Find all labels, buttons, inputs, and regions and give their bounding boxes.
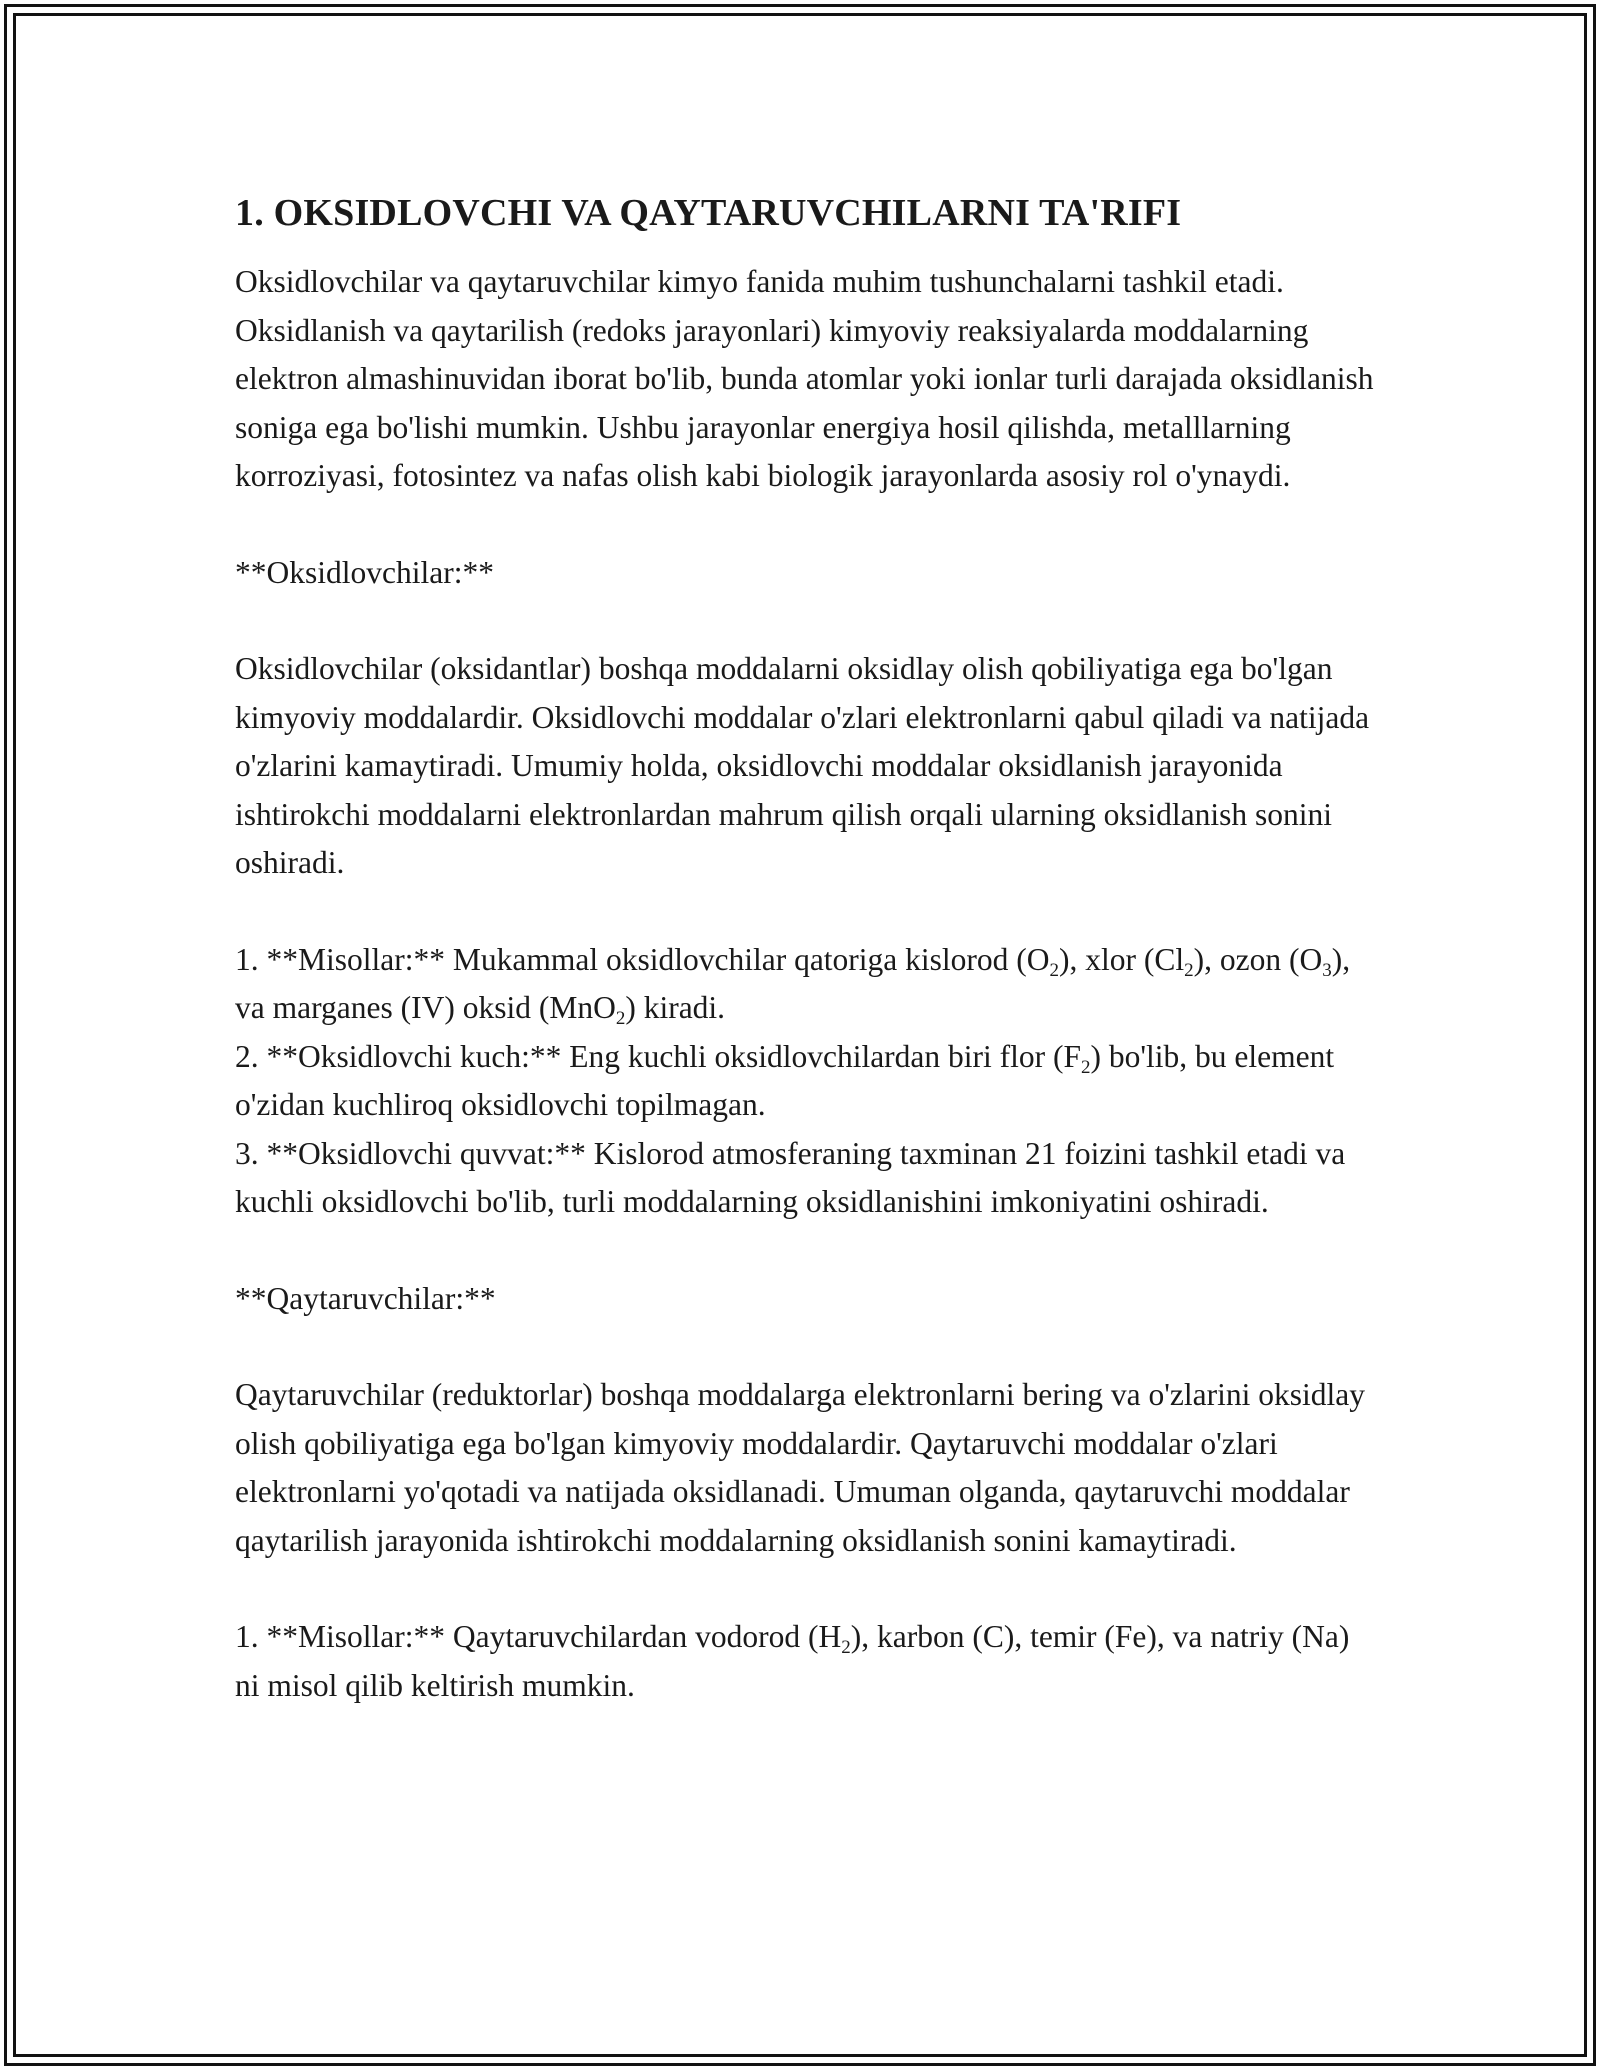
- subscript: 2: [1081, 1056, 1091, 1078]
- list-item: 3. **Oksidlovchi quvvat:** Kislorod atmosferaning taxminan 21 foizini tashkil etadi va kuchli oksidlovchi bo'lib, turli moddalarning oksidlanishini imkoniyatini oshiradi.: [235, 1135, 1346, 1219]
- subscript: 2: [1184, 959, 1194, 981]
- intro-paragraph: Oksidlovchilar va qaytaruvchilar kimyo fanida muhim tushunchalarni tashkil etadi. Oksidlanish va qaytarilish (redoks jarayonlari) kimyoviy reaksiyalarda moddalarning elektron almashinuvidan iborat bo'lib, bunda atomlar yoki ionlar turli darajada oksidlanish soniga ega bo'lishi mumkin. Ushbu jarayonlar energiya hosil qilishda, metalllarning korroziyasi, fotosintez va nafas olish kabi biologik jarayonlarda asosiy rol o'ynaydi.: [235, 264, 1374, 493]
- item-text: 1. **Misollar:** Qaytaruvchilardan vodorod (H: [235, 1619, 842, 1654]
- item-text: ) bo'lib, bu element o'zidan kuchliroq oksidlovchi topilmagan.: [235, 1038, 1335, 1122]
- reducers-heading: **Qaytaruvchilar:**: [235, 1280, 496, 1316]
- document-body: [235, 188, 1375, 1710]
- item-text: ), ozon (O: [1193, 941, 1323, 977]
- item-text: ), xlor (Cl: [1059, 941, 1185, 977]
- item-text: 2. **Oksidlovchi kuch:** Eng kuchli oksidlovchilardan biri flor (F: [235, 1038, 1082, 1074]
- list-item: [235, 1033, 1375, 1130]
- subscript: 2: [1049, 959, 1060, 981]
- item-text: ), karbon (C), temir (Fe), va natriy (Na) ni misol qilib keltirish mumkin.: [235, 1619, 1350, 1703]
- oxidizers-paragraph: Oksidlovchilar (oksidantlar) boshqa moddalarni oksidlay olish qobiliyatiga ega bo'lgan kimyoviy moddalardir. Oksidlovchi moddalar o'zlari elektronlarni qabul qiladi va natijada o'zlarini kamaytiradi. Umumiy holda, oksidlovchi moddalar oksidlanish jarayonida ishtirokchi moddalarni elektronlardan mahrum qilish orqali ularning oksidlanish sonini oshiradi.: [235, 651, 1370, 880]
- item-text: 1. **Misollar:** Mukammal oksidlovchilar qatoriga kislorod (O: [235, 941, 1050, 977]
- item-text: ), va marganes (IV) oksid (MnO: [235, 941, 1351, 1025]
- list-item: [235, 1613, 1375, 1710]
- list-item: [235, 936, 1375, 1033]
- subscript: 3: [1322, 959, 1332, 981]
- reducers-paragraph: Qaytaruvchilar (reduktorlar) boshqa moddalarga elektronlarni bering va o'zlarini oksidlay olish qobiliyatiga ega bo'lgan kimyoviy moddalardir. Qaytaruvchi moddalar o'zlari elektronlarni yo'qotadi va natijada oksidlanadi. Umuman olganda, qaytaruvchi moddalar qaytarilish jarayonida ishtirokchi moddalarning oksidlanish sonini kamaytiradi.: [235, 1377, 1365, 1558]
- document-title: 1. OKSIDLOVCHI VA QAYTARUVCHILARNI TA'RIFI: [235, 192, 1182, 234]
- reducers-list: [235, 1613, 1375, 1710]
- oxidizers-list: [235, 936, 1375, 1227]
- subscript: 2: [841, 1637, 851, 1658]
- oxidizers-heading: **Oksidlovchilar:**: [235, 554, 494, 590]
- item-text: ) kiradi.: [625, 990, 726, 1025]
- subscript: 2: [615, 1008, 626, 1029]
